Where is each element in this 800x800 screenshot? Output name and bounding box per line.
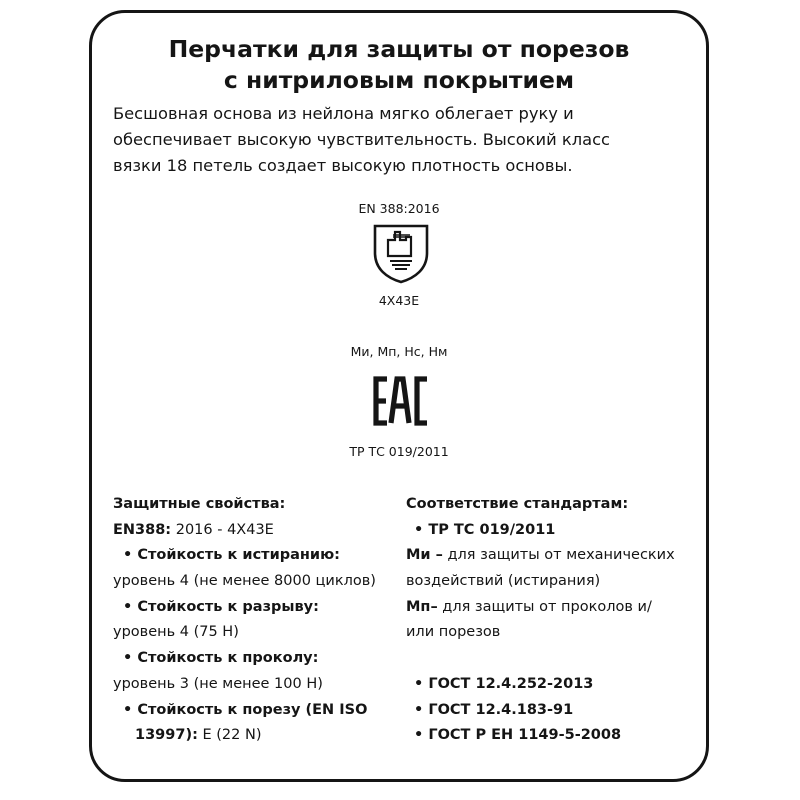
en388-value: 2016 - 4X43E [171, 521, 274, 538]
mp-row [406, 595, 675, 621]
tear-label: • Стойкость к разрыву: [123, 598, 319, 615]
puncture-label: • Стойкость к проколу: [123, 650, 319, 667]
en388-row [113, 518, 376, 544]
page-title-line1: Перчатки для защиты от порезов [168, 35, 630, 63]
tr-item-text: ТР ТС 019/2011 [428, 521, 556, 538]
gost-item-1: • ГОСТ 12.4.252-2013 [414, 675, 594, 692]
intro-line1: Бесшовная основа из нейлона мягко облегает руку и [113, 104, 574, 123]
abrasion-label-text: Стойкость к истиранию: [137, 547, 340, 564]
eac-marks-label: Ми, Мп, Нс, Нм [350, 344, 448, 359]
mp-label: Мп– [406, 598, 438, 615]
spacer [406, 646, 675, 672]
gost-item-3: • ГОСТ Р ЕН 1149-5-2008 [414, 727, 622, 744]
abrasion-detail: уровень 4 (не менее 8000 циклов) [113, 573, 376, 590]
gost-item-2: • ГОСТ 12.4.183-91 [414, 701, 574, 718]
puncture-detail: уровень 3 (не менее 100 Н) [113, 675, 323, 692]
eac-logo-icon [372, 376, 430, 426]
mi-label: Ми – [406, 547, 443, 564]
eac-reg-label: ТР ТС 019/2011 [349, 444, 449, 459]
gost-item-3-text: ГОСТ Р ЕН 1149-5-2008 [428, 727, 622, 744]
tear-label-text: Стойкость к разрыву: [137, 598, 319, 615]
cut-detail [113, 723, 376, 749]
cut-value: E (22 N) [197, 727, 262, 744]
page-title-line2: с нитриловым покрытием [223, 66, 575, 94]
mi-text-cont: воздействий (истирания) [406, 573, 601, 590]
gost-item-1-text: ГОСТ 12.4.252-2013 [428, 675, 594, 692]
gost-item-2-text: ГОСТ 12.4.183-91 [428, 701, 574, 718]
en388-label: EN388: [113, 521, 172, 538]
intro-line2: обеспечивает высокую чувствительность. Высокий класс [113, 130, 610, 149]
standards-section [406, 492, 675, 749]
en388-glove-shield-icon [371, 223, 431, 285]
mi-row [406, 543, 675, 569]
cut-label: • Стойкость к порезу (EN ISO [123, 701, 368, 718]
intro-line3: вязки 18 петель создает высокую плотность основы. [113, 156, 573, 175]
tear-detail: уровень 4 (75 Н) [113, 624, 239, 641]
standards-heading: Соответствие стандартам: [406, 496, 629, 512]
cut-label-text: Стойкость к порезу (EN ISO [137, 701, 368, 718]
en-standard-label: EN 388:2016 [358, 201, 440, 216]
protective-properties-section [113, 492, 376, 749]
mp-text-cont: или порезов [406, 624, 501, 641]
tr-item: • ТР ТС 019/2011 [414, 521, 556, 538]
abrasion-label: • Стойкость к истиранию: [123, 547, 340, 564]
mi-text: для защиты от механических [442, 547, 675, 564]
mp-text: для защиты от проколов и/ [437, 598, 652, 615]
puncture-label-text: Стойкость к проколу: [137, 650, 319, 667]
en-code-label: 4X43E [378, 293, 420, 308]
protective-heading: Защитные свойства: [113, 496, 286, 512]
cut-label-cont: 13997): [135, 727, 198, 744]
